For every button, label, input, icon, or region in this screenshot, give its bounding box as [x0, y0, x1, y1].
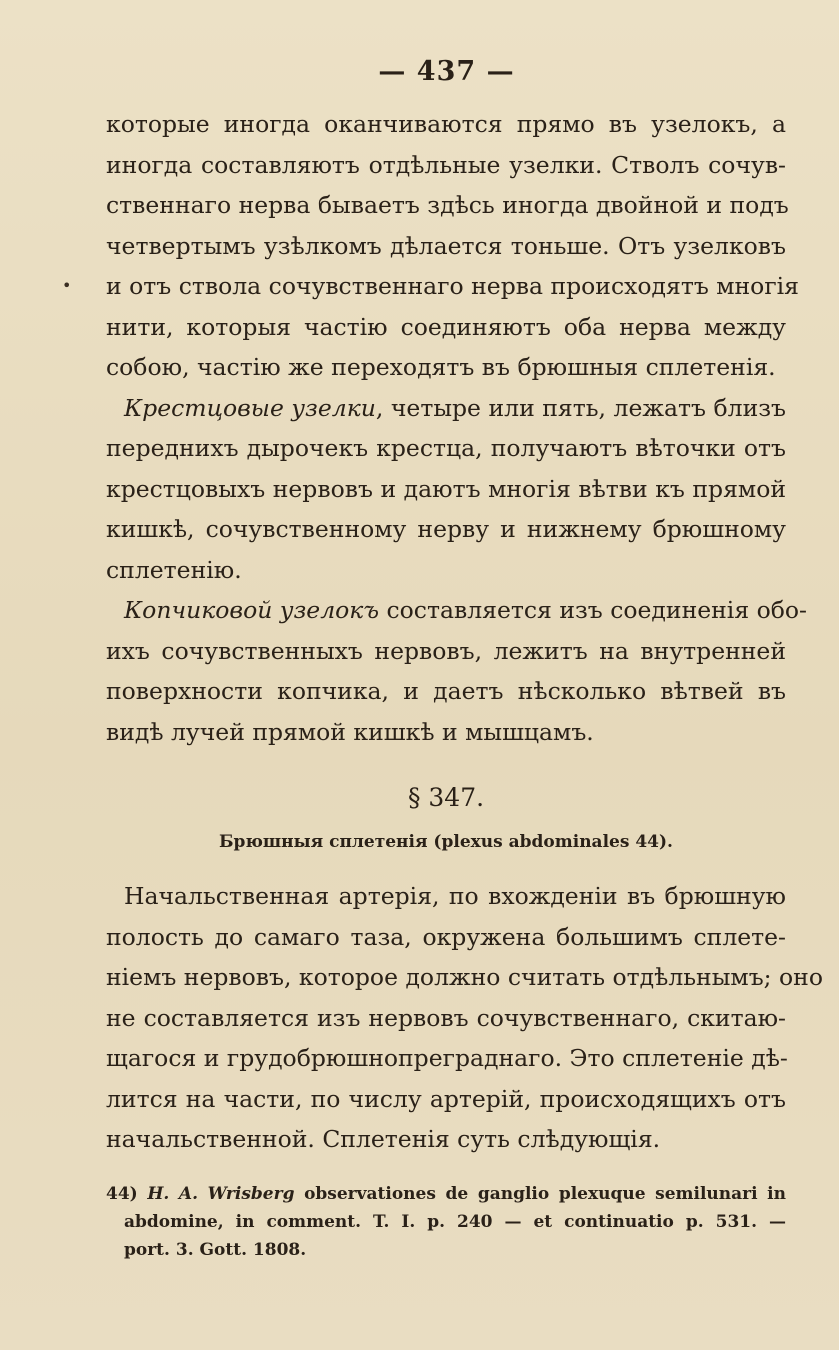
text-line: ніемъ нервовъ, которое должно считать отдѣльнымъ; оно: [106, 963, 823, 991]
section-title: Брюшныя сплетенія (plexus abdominales 44).: [219, 832, 673, 852]
text-line: поверхности копчика, и даетъ нѣсколько вѣтвей въ: [106, 677, 786, 705]
text-line: начальственной. Сплетенія суть слѣдующія.: [106, 1125, 661, 1153]
footnote-line: abdomine, in comment. T. I. p. 240 — et continuatio p. 531. —: [124, 1211, 786, 1232]
paragraph-2: [106, 388, 786, 591]
page-number: — 437 —: [378, 56, 515, 87]
term-sacral-ganglia: Крестцовые узелки: [124, 393, 376, 422]
text-line: нити, которыя частію соединяютъ оба нерва между: [106, 312, 786, 341]
text-span: observationes de ganglio plexuque semilunari in: [294, 1183, 787, 1204]
text-line: лится на части, по числу артерій, происходящихъ отъ: [106, 1084, 786, 1113]
text-line: кишкѣ, сочувственному нерву и нижнему брюшному: [106, 515, 786, 543]
text-line: которые иногда оканчиваются прямо въ узелокъ, а: [106, 110, 786, 138]
footnote-number: 44): [106, 1183, 138, 1204]
text-line: сплетенію.: [106, 555, 242, 584]
text-line: ихъ сочувственныхъ нервовъ, лежитъ на внутренней: [106, 636, 786, 665]
paragraph-3: [106, 590, 807, 752]
text-line: [106, 590, 807, 631]
text-line: переднихъ дырочекъ крестца, получаютъ вѣточки отъ: [106, 434, 786, 462]
body-text: [106, 104, 823, 1264]
footnote: [106, 1180, 786, 1264]
text-span: составляется изъ соединенія обо-: [379, 596, 807, 624]
paragraph-1: [106, 104, 799, 388]
text-line: видѣ лучей прямой кишкѣ и мышцамъ.: [106, 717, 594, 746]
margin-mark: •: [62, 276, 72, 295]
text-line: щагося и грудобрюшнопреграднаго. Это сплетеніе дѣ-: [106, 1044, 788, 1072]
text-line: Начальственная артерія, по вхожденіи въ брюшную: [124, 882, 786, 910]
text-line: ственнаго нерва бываетъ здѣсь иногда двойной и подъ: [106, 191, 789, 219]
text-line: иногда составляютъ отдѣльные узелки. Стволъ сочув-: [106, 150, 786, 179]
text-line: [106, 388, 786, 429]
text-line: полость до самаго таза, окружена большимъ сплете-: [106, 922, 786, 951]
text-span: , четыре или пять, лежатъ близъ: [375, 393, 786, 422]
text-line: четвертымъ узѣлкомъ дѣлается тоньше. Отъ узелковъ: [106, 231, 786, 260]
term-coccygeal-ganglion: Копчиковой узелокъ: [124, 596, 380, 624]
text-line: крестцовыхъ нервовъ и даютъ многія вѣтви къ прямой: [106, 474, 786, 503]
footnote-line: [106, 1180, 786, 1208]
footnote-line: port. 3. Gott. 1808.: [124, 1239, 307, 1260]
section-number: § 347.: [407, 783, 485, 812]
footnote-author: H. A. Wrisberg: [147, 1183, 295, 1204]
paragraph-4: [106, 876, 823, 1160]
text-line: и отъ ствола сочувственнаго нерва происходятъ многія: [106, 272, 799, 300]
text-line: собою, частію же переходятъ въ брюшныя сплетенія.: [106, 353, 776, 381]
text-line: не составляется изъ нервовъ сочувственнаго, скитаю-: [106, 1003, 786, 1032]
